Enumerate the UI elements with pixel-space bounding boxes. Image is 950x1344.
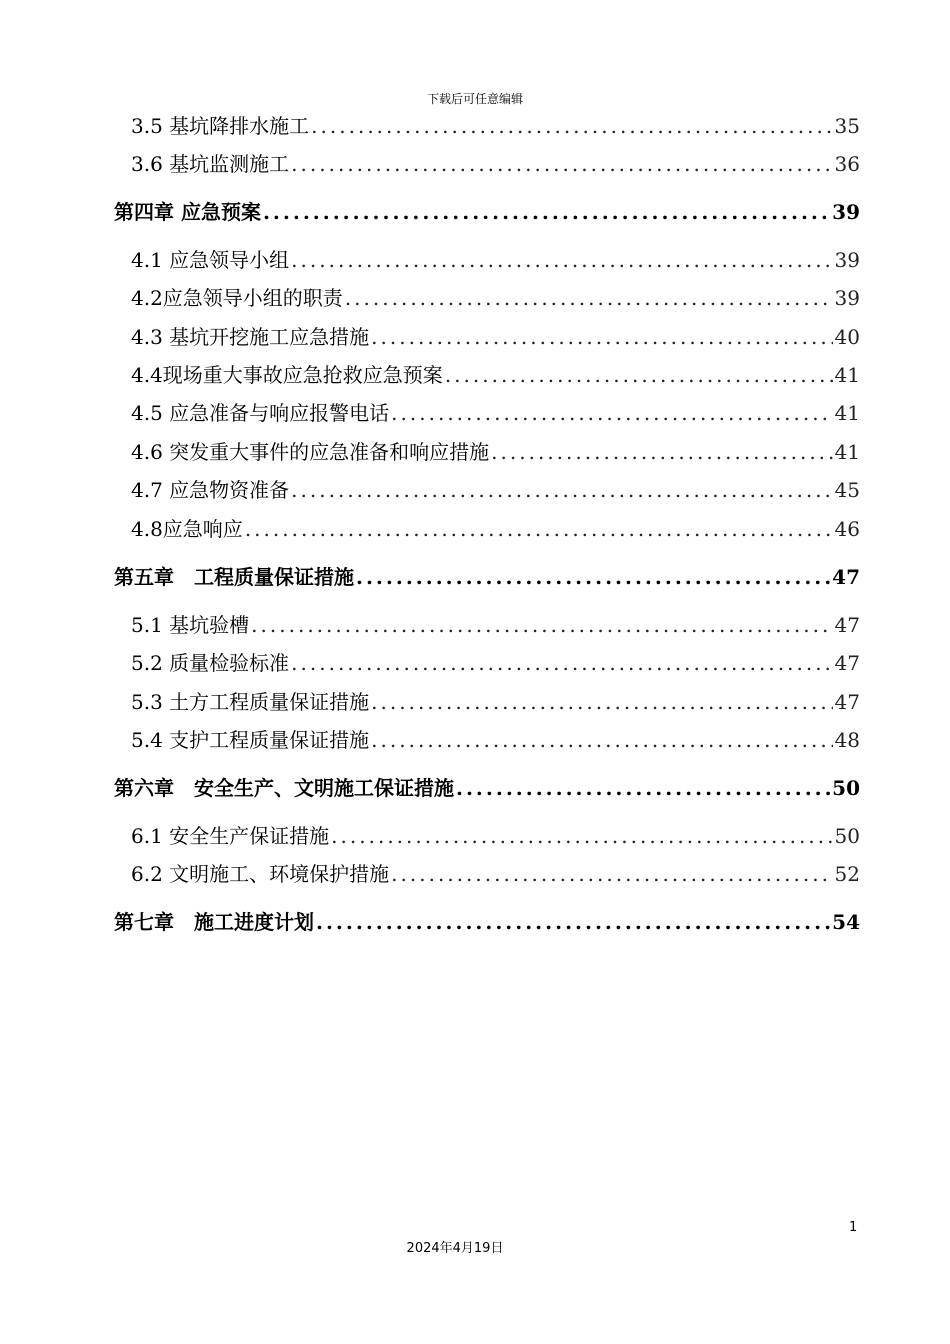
toc-entry-title: 4.1 应急领导小组 <box>131 248 290 272</box>
toc-leader-dots <box>391 861 832 887</box>
toc-entry[interactable] <box>131 362 860 388</box>
toc-entry-title: 5.4 支护工程质量保证措施 <box>131 728 370 752</box>
toc-leader-dots <box>291 477 832 503</box>
header-note: 下载后可任意编辑 <box>426 92 523 106</box>
toc-entry-page: 40 <box>834 325 860 349</box>
toc-entry-page: 47 <box>832 565 860 589</box>
toc-entry[interactable] <box>131 400 860 426</box>
toc-leader-dots <box>311 113 832 139</box>
toc-entry-title: 第六章 安全生产、文明施工保证措施 <box>114 776 454 800</box>
toc-leader-dots <box>263 199 830 225</box>
toc-entry-page: 47 <box>834 651 860 675</box>
toc-entry-page: 35 <box>834 114 860 138</box>
toc-entry-title: 第七章 施工进度计划 <box>114 910 314 934</box>
toc-entry-page: 39 <box>834 248 860 272</box>
toc-entry[interactable] <box>131 247 860 273</box>
toc-entry-page: 45 <box>834 478 860 502</box>
toc-leader-dots <box>331 823 832 849</box>
toc-leader-dots <box>245 516 833 542</box>
toc-entry-title: 4.6 突发重大事件的应急准备和响应措施 <box>131 440 490 464</box>
toc-entry-title: 5.2 质量检验标准 <box>131 651 290 675</box>
toc-entry-page: 39 <box>834 286 860 310</box>
toc-leader-dots <box>291 247 832 273</box>
toc-entry-title: 6.1 安全生产保证措施 <box>131 824 330 848</box>
toc-chapter-entry[interactable] <box>114 909 860 935</box>
toc-entry-title: 第四章 应急预案 <box>114 200 261 224</box>
toc-entry-title: 4.2应急领导小组的职责 <box>131 286 343 310</box>
footer-date: 2024年4月19日 <box>406 1241 504 1256</box>
toc-entry-title: 6.2 文明施工、环境保护措施 <box>131 862 390 886</box>
toc-leader-dots <box>291 650 832 676</box>
toc-entry-page: 47 <box>834 613 860 637</box>
toc-entry[interactable] <box>131 612 860 638</box>
toc-leader-dots <box>291 151 832 177</box>
toc-leader-dots <box>391 400 832 426</box>
toc-chapter-entry[interactable] <box>114 775 860 801</box>
toc-entry[interactable] <box>131 689 860 715</box>
toc-entry-page: 41 <box>834 440 860 464</box>
toc-entry[interactable] <box>131 324 860 350</box>
toc-chapter-entry[interactable] <box>114 199 860 225</box>
toc-entry-title: 4.8应急响应 <box>131 517 243 541</box>
page-number: 1 <box>849 1220 858 1235</box>
toc-entry-title: 3.6 基坑监测施工 <box>131 152 290 176</box>
toc-leader-dots <box>371 324 832 350</box>
toc-entry[interactable] <box>131 727 860 753</box>
toc-entry-page: 54 <box>832 910 860 934</box>
toc-entry-title: 3.5 基坑降排水施工 <box>131 114 310 138</box>
toc-chapter-entry[interactable] <box>114 564 860 590</box>
toc-entry[interactable] <box>131 823 860 849</box>
toc-entry-title: 4.3 基坑开挖施工应急措施 <box>131 325 370 349</box>
toc-leader-dots <box>456 775 830 801</box>
toc-entry-page: 48 <box>834 728 860 752</box>
toc-entry-page: 41 <box>834 401 860 425</box>
toc-entry[interactable] <box>131 151 860 177</box>
toc-leader-dots <box>371 689 832 715</box>
toc-entry-page: 50 <box>832 776 860 800</box>
toc-entry-title: 5.1 基坑验槽 <box>131 613 250 637</box>
toc-entry-page: 39 <box>832 200 860 224</box>
toc-entry-title: 4.4现场重大事故应急抢救应急预案 <box>131 363 443 387</box>
toc-entry-title: 第五章 工程质量保证措施 <box>114 565 354 589</box>
toc-leader-dots <box>345 285 833 311</box>
toc-leader-dots <box>356 564 830 590</box>
toc-entry-title: 4.7 应急物资准备 <box>131 478 290 502</box>
toc-entry-page: 50 <box>834 824 860 848</box>
toc-entry[interactable] <box>131 861 860 887</box>
toc-entry-page: 47 <box>834 690 860 714</box>
toc-entry[interactable] <box>131 439 860 465</box>
toc-leader-dots <box>371 727 832 753</box>
toc-entry[interactable] <box>131 516 860 542</box>
toc-leader-dots <box>251 612 832 638</box>
toc-entry-page: 46 <box>834 517 860 541</box>
toc-entry[interactable] <box>131 113 860 139</box>
toc-entry-title: 4.5 应急准备与响应报警电话 <box>131 401 390 425</box>
toc-entry-page: 41 <box>834 363 860 387</box>
toc-entry-title: 5.3 土方工程质量保证措施 <box>131 690 370 714</box>
toc-entry[interactable] <box>131 650 860 676</box>
toc-entry-page: 52 <box>834 862 860 886</box>
toc-leader-dots <box>445 362 833 388</box>
toc-leader-dots <box>491 439 832 465</box>
toc-leader-dots <box>316 909 830 935</box>
toc-entry[interactable] <box>131 285 860 311</box>
toc-entry[interactable] <box>131 477 860 503</box>
toc-entry-page: 36 <box>834 152 860 176</box>
